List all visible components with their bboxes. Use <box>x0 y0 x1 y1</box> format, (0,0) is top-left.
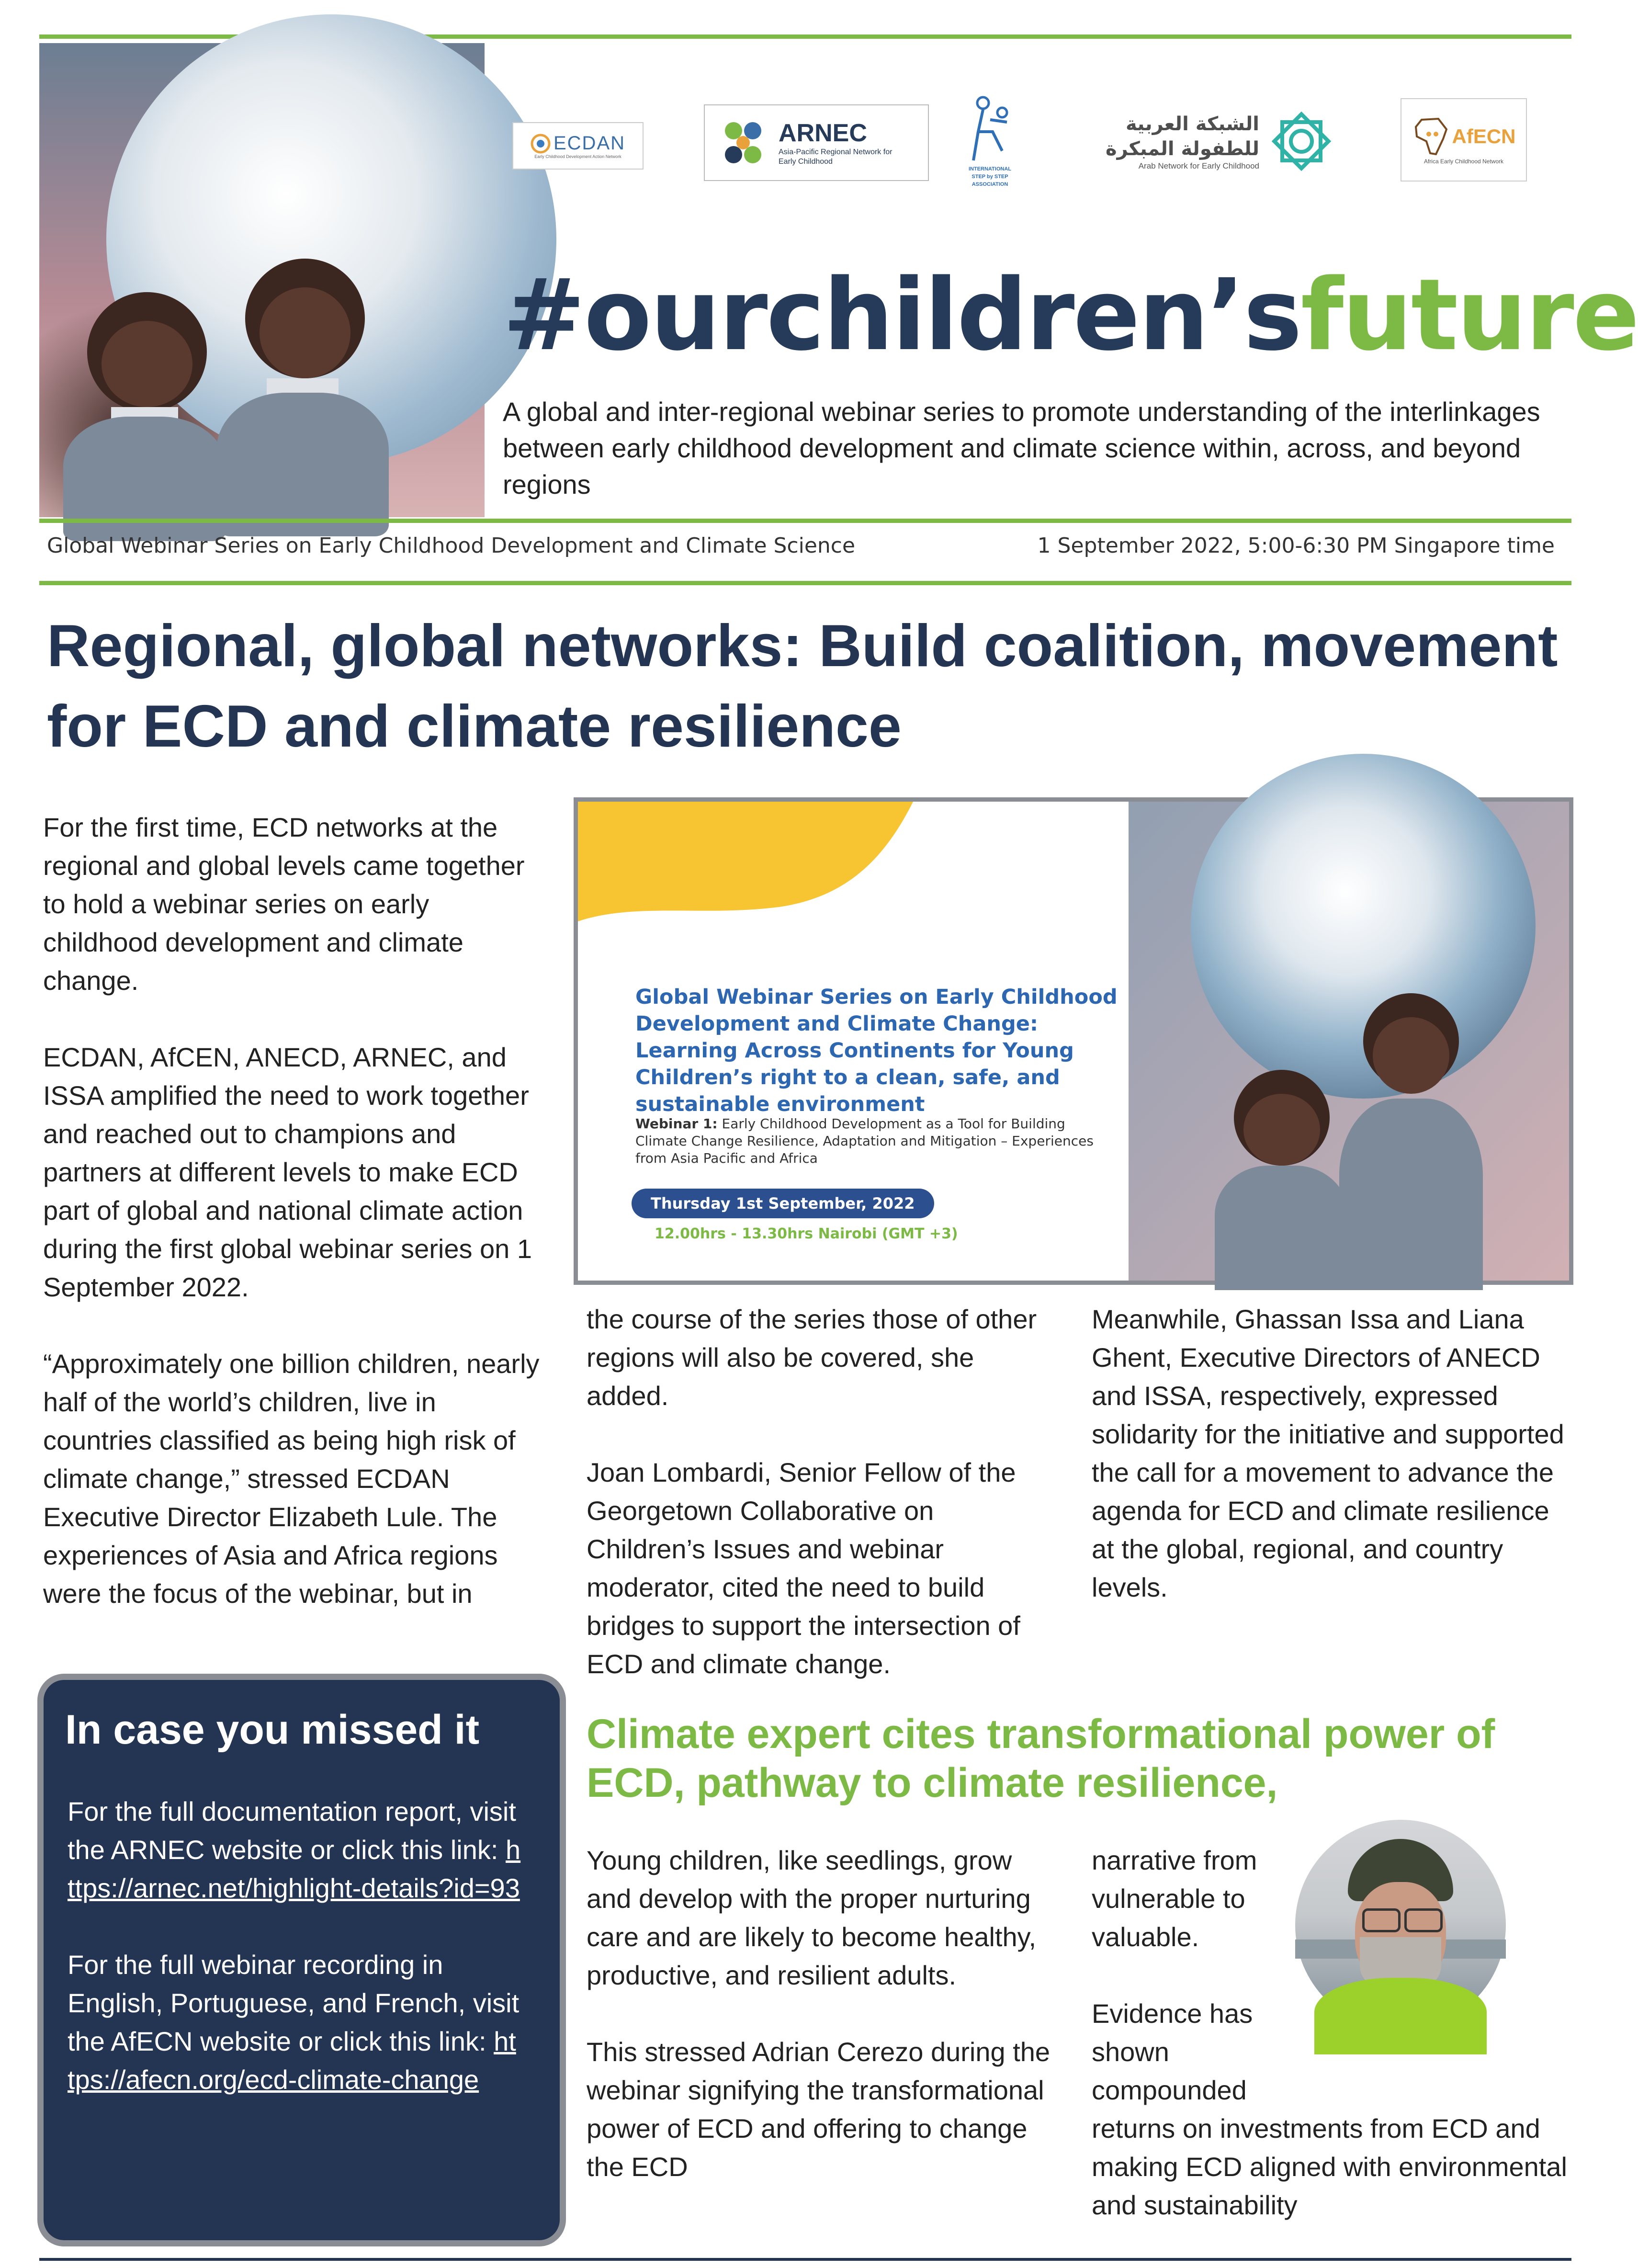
banner-child-right <box>1339 993 1483 1281</box>
section2-column-3a <box>1092 1841 1293 2109</box>
header-subtitle: A global and inter-regional webinar series to promote understanding of the interlinkages between early childhood development and climate science within, across, and beyond regions <box>503 397 1540 499</box>
banner-webinar-text <box>635 1115 1105 1167</box>
paragraph: returns on investments from ECD and making ECD aligned with environmental and sustainability <box>1092 2113 1567 2220</box>
missed-text-1: For the full documentation report, visit the ARNEC website or click this link: <box>68 1796 516 1865</box>
strip-top-rule <box>39 519 1571 523</box>
series-label: Global Webinar Series on Early Childhood Development and Climate Science <box>47 533 856 558</box>
child-figure-right <box>212 230 394 527</box>
ecdan-logo-caption: Early Childhood Development Action Network <box>534 154 621 159</box>
speaker-portrait <box>1295 1820 1506 2030</box>
paragraph: This stressed Adrian Cerezo during the webinar signifying the transformational power of ECD and offering to change the ECD <box>587 2037 1051 2182</box>
hashtag-main: #ourchildren’s <box>503 258 1301 373</box>
ecdan-logo-text: ECDAN <box>553 133 626 154</box>
paragraph: the course of the series those of other regions will also be covered, she added. <box>587 1304 1037 1411</box>
anecd-logo-caption: Arab Network for Early Childhood <box>1138 161 1259 170</box>
section2-column-2 <box>587 1841 1056 2186</box>
article-column-2 <box>587 1300 1056 1683</box>
afecn-recording-link[interactable]: https://afecn.org/ecd-climate-change <box>68 2026 516 2095</box>
paragraph: ECDAN, AfCEN, ANECD, ARNEC, and ISSA amplified the need to work together and reached out to champions and partners at different levels to make ECD part of global and national climate action during the first global webinar series on 1 September 2022. <box>43 1042 532 1302</box>
section2-column-3b <box>1092 2109 1570 2224</box>
banner-child-left <box>1215 1070 1349 1281</box>
paragraph: Meanwhile, Ghassan Issa and Liana Ghent, Executive Directors of ANECD and ISSA, respectively, expressed solidarity for the initiative and supported the call for a movement to advance the agenda for ECD and climate resilience at the global, regional, and country levels. <box>1092 1304 1564 1602</box>
paragraph: For the first time, ECD networks at the regional and global levels came together to hold a webinar series on early childhood development and climate change. <box>43 812 525 996</box>
strip-bottom-rule <box>39 581 1571 585</box>
paragraph: Young children, like seedlings, grow and develop with the proper nurturing care and are likely to become healthy, productive, and resilient adults. <box>587 1845 1037 1990</box>
issa-mark-icon <box>964 93 1017 165</box>
banner-time: 12.00hrs - 13.30hrs Nairobi (GMT +3) <box>655 1225 958 1242</box>
arnec-logo-text: ARNEC <box>779 119 867 147</box>
arnec-mark-icon <box>714 114 772 171</box>
issa-logo-text: INTERNATIONAL STEP by STEP ASSOCIATION <box>968 166 1011 187</box>
hero-photo <box>39 43 485 517</box>
missed-box-title: In case you missed it <box>65 1707 480 1753</box>
missed-box-body <box>68 1792 522 2099</box>
article-column-1 <box>43 808 551 1613</box>
anecd-logo <box>1087 101 1345 182</box>
paragraph: “Approximately one billion children, nearly half of the world’s children, live in countries classified as being high risk of climate change,” stressed ECDAN Executive Director Elizabeth Lule. The experiences of Asia and Africa regions were the focus of the webinar, but in <box>43 1349 540 1609</box>
anecd-mark-icon <box>1268 108 1335 175</box>
paragraph: narrative from vulnerable to valuable. <box>1092 1845 1257 1952</box>
hashtag-title <box>503 258 1638 373</box>
section2-heading: Climate expert cites transformational power of ECD, pathway to climate resilience, <box>587 1711 1495 1806</box>
issa-logo <box>960 93 1020 204</box>
child-figure-left <box>58 263 231 532</box>
banner-webinar-label: Webinar 1: <box>635 1116 718 1132</box>
ecdan-logo <box>512 122 644 170</box>
hashtag-accent: future <box>1300 258 1638 373</box>
arnec-logo-caption: Asia-Pacific Regional Network for Early Childhood <box>779 148 892 166</box>
arnec-report-link[interactable]: https://arnec.net/highlight-details?id=93 <box>68 1835 521 1903</box>
bottom-rule <box>39 2258 1571 2261</box>
article-column-3 <box>1092 1300 1570 1607</box>
afecn-africa-icon <box>1412 115 1450 158</box>
paragraph: Joan Lombardi, Senior Fellow of the Georgetown Collaborative on Children’s Issues and webinar moderator, cited the need to build bridges to support the intersection of ECD and climate change. <box>587 1457 1020 1679</box>
missed-text-2: For the full webinar recording in English, Portuguese, and French, visit the AfECN website or click this link: <box>68 1950 520 2056</box>
banner-date-pill: Thursday 1st September, 2022 <box>632 1189 934 1218</box>
banner-title: Global Webinar Series on Early Childhood Development and Climate Change: Learning Across Continents for Young Children’s right to a clean, safe, and sustainable environment <box>635 985 1118 1116</box>
series-date: 1 September 2022, 5:00-6:30 PM Singapore time <box>1037 533 1555 558</box>
article-headline: Regional, global networks: Build coalition, movement for ECD and climate resilience <box>47 613 1558 760</box>
anecd-logo-text: الشبكة العربية للطفولة المبكرة <box>1105 113 1259 160</box>
afecn-logo-caption: Africa Early Childhood Network <box>1423 158 1504 165</box>
banner-webinar-desc: Early Childhood Development as a Tool for Building Climate Change Resilience, Adaptation and Mitigation – Experiences from Asia Pacific and Africa <box>635 1116 1094 1166</box>
ecdan-mark-icon <box>531 134 551 154</box>
arnec-logo <box>704 104 929 181</box>
webinar-banner <box>574 797 1573 1285</box>
paragraph: Evidence has shown compounded <box>1092 1998 1253 2105</box>
afecn-logo-text: AfECN <box>1452 125 1516 147</box>
in-case-you-missed-it-box <box>37 1674 566 2246</box>
afecn-logo <box>1401 98 1527 181</box>
